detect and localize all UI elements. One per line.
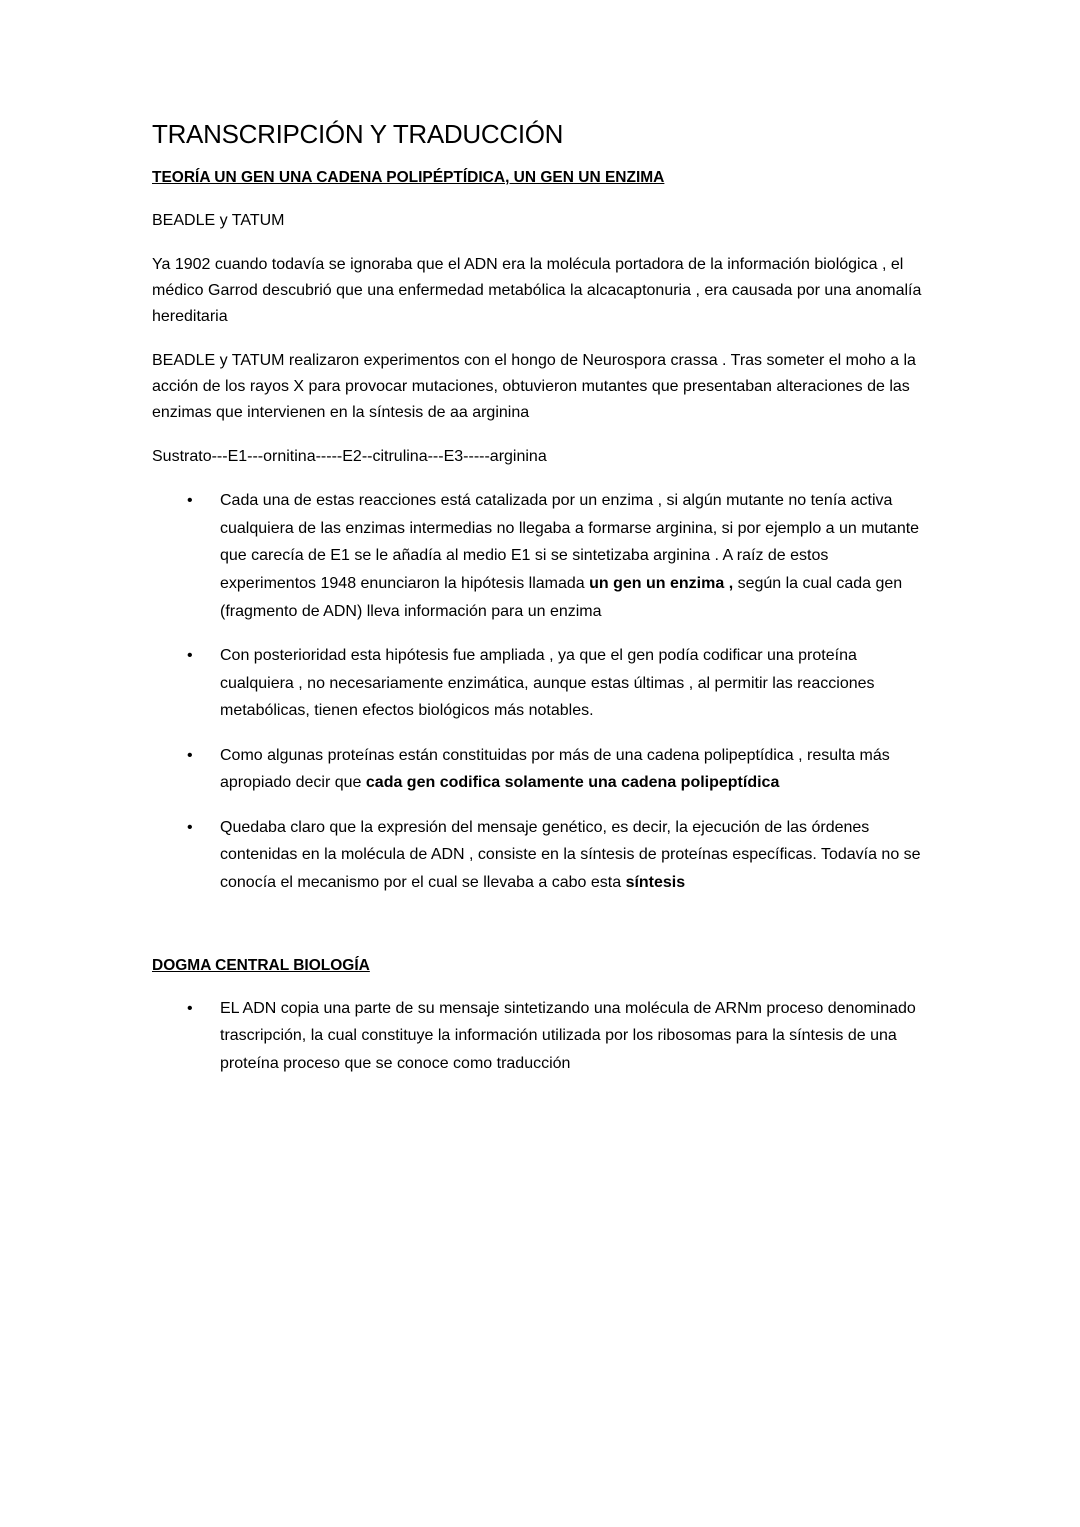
list-item-text-part1: Con posterioridad esta hipótesis fue ampliada , ya que el gen podía codificar una proteína cualquiera , no necesariamente enzimática, aunque estas últimas , al permitir las reacciones metabólicas, tienen efectos biológicos más notables. — [220, 647, 875, 720]
list-item — [152, 995, 928, 1078]
list-item-text-bold: síntesis — [625, 873, 686, 891]
section-heading-teoria: TEORÍA UN GEN UNA CADENA POLIPÉPTÍDICA, UN GEN UN ENZIMA — [152, 168, 665, 186]
bullet-list-dogma — [152, 995, 928, 1078]
list-item-text-bold: un gen un enzima , — [589, 574, 734, 592]
paragraph-neurospora: BEADLE y TATUM realizaron experimentos con el hongo de Neurospora crassa . Tras someter el moho a la acción de los rayos X para provocar mutaciones, obtuvieron mutantes que presentaban alteraciones de las enzimas que intervienen en la síntesis de aa arginina — [152, 351, 916, 421]
paragraph-beadle-tatum: BEADLE y TATUM — [152, 212, 285, 230]
list-item — [152, 487, 928, 625]
list-item — [152, 742, 928, 797]
list-item — [152, 642, 928, 725]
list-item — [152, 814, 928, 897]
paragraph-garrod: Ya 1902 cuando todavía se ignoraba que el ADN era la molécula portadora de la información biológica , el médico Garrod descubrió que una enfermedad metabólica la alcacaptonuria , era causada por una anomalía hereditaria — [152, 256, 922, 325]
list-item-text-part1: Como algunas proteínas están constituidas por más de una cadena polipeptídica , resulta más apropiado decir que — [220, 746, 890, 792]
page-title: TRANSCRIPCIÓN Y TRADUCCIÓN — [152, 119, 564, 149]
list-item-text-bold: cada gen codifica solamente una cadena polipeptídica — [365, 774, 780, 792]
list-item-text-part1: Cada una de estas reacciones está catalizada por un enzima , si algún mutante no tenía activa cualquiera de las enzimas intermedias no llegaba a formarse arginina, si por ejemplo a un mutante que carecía de E1 se le añadía al medio E1 si se sintetizaba arginina . A raíz de estos experimentos 1948 enunciaron la hipótesis llamada — [220, 492, 920, 592]
list-item-text-part1: Quedaba claro que la expresión del mensaje genético, es decir, la ejecución de las órdenes contenidas en la molécula de ADN , consiste en la síntesis de proteínas específicas. Todavía no se conocía el mecanismo por el cual se llevaba a cabo esta — [220, 818, 921, 891]
section-heading-dogma: DOGMA CENTRAL BIOLOGÍA — [152, 957, 370, 975]
list-item-text-part2: según la cual cada gen (fragmento de ADN) lleva información para un enzima — [220, 574, 903, 620]
list-item-text-part1: EL ADN copia una parte de su mensaje sintetizando una molécula de ARNm proceso denominado trascripción, la cual constituye la información utilizada por los ribosomas para la síntesis de una proteína proceso que se conoce como traducción — [220, 999, 916, 1072]
section-spacer — [152, 913, 928, 955]
paragraph-pathway: Sustrato---E1---ornitina-----E2--citrulina---E3-----arginina — [152, 447, 547, 465]
bullet-list-teoria — [152, 487, 928, 896]
